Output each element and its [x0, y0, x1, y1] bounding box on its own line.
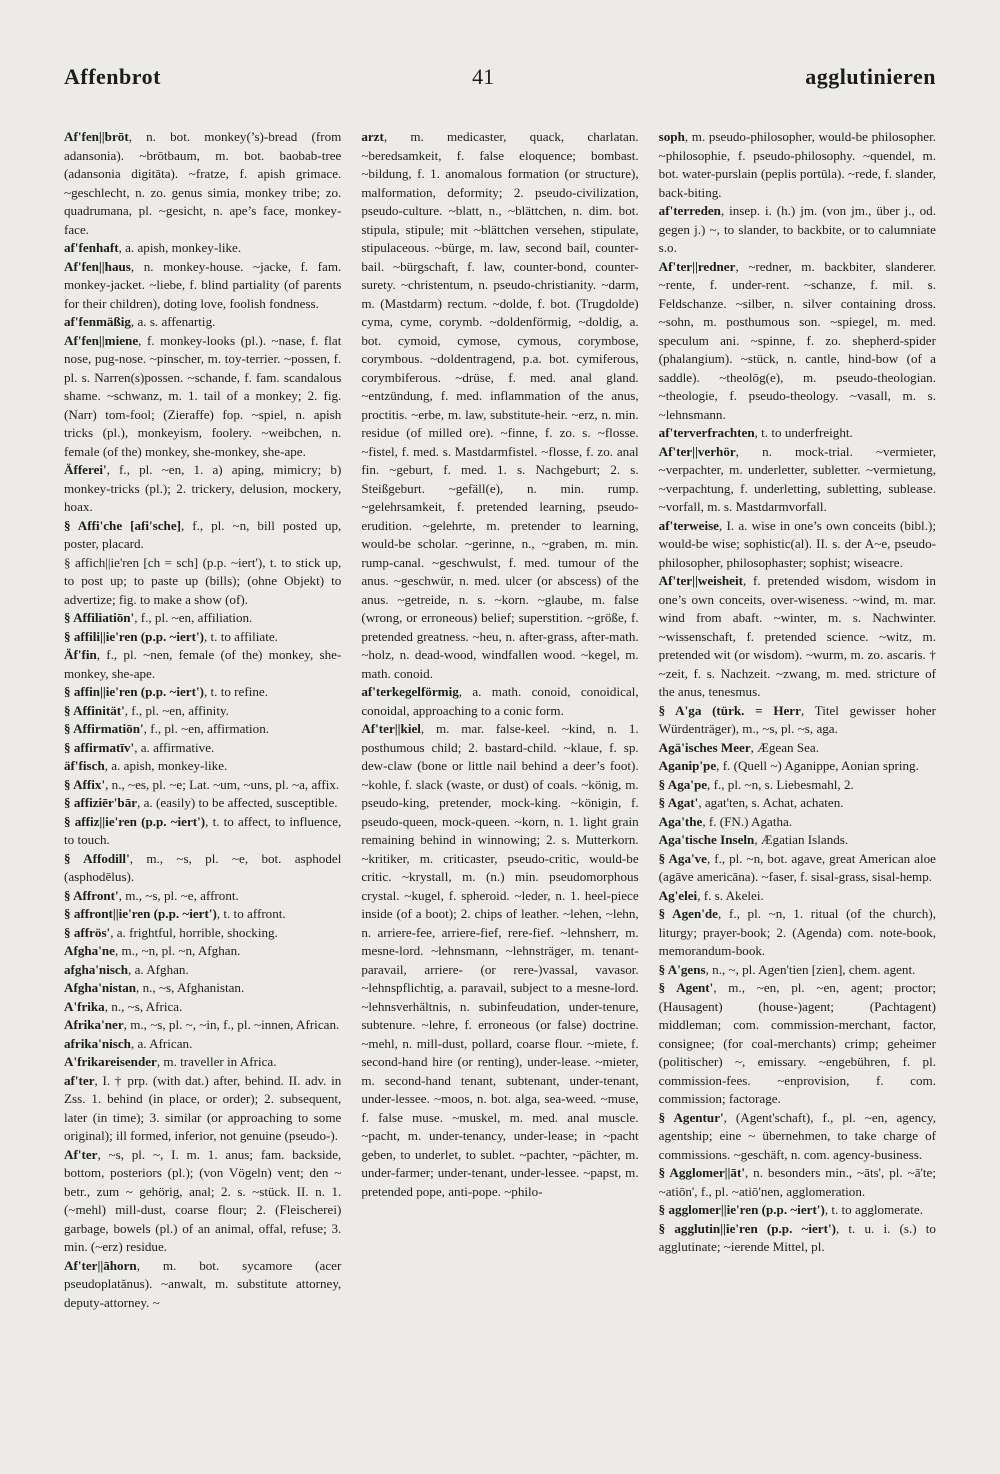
dictionary-entry: § Affront', m., ~s, pl. ~e, affront.: [64, 887, 239, 903]
entry-lemma: § affirmatīv': [64, 739, 135, 755]
dictionary-entry: Afgha'nistan, n., ~s, Afghanistan.: [64, 980, 245, 995]
entry-lemma: A'frika: [64, 998, 105, 1014]
dictionary-entry: af'terverfrachten, t. to underfreight.: [658, 425, 853, 440]
dictionary-entry: af'ter, I. † prp. (with dat.) after, behind. II. adv. in Zss. 1. behind (in place, or order); 2. subsequent, later (in time); 3. similar (or approaching to some original); ill formed, inferior, not genuine (pseudo-).: [64, 1072, 342, 1143]
left-running-head: Affenbrot: [64, 64, 161, 89]
entry-lemma: Af'fen||brōt: [64, 129, 129, 144]
entry-lemma: § Affiliatiōn': [64, 610, 135, 625]
entry-lemma: Aga'tische Inseln: [658, 832, 755, 847]
entry-lemma: Af'ter: [64, 1146, 98, 1162]
entry-lemma: soph: [658, 129, 685, 144]
entry-lemma: Afgha'nistan: [64, 980, 137, 995]
entry-lemma: § A'gens: [658, 961, 706, 977]
dictionary-entry: § agglomer||ie'ren (p.p. ~iert'), t. to agglomerate.: [658, 1202, 923, 1217]
dictionary-entry: Äf'fin, f., pl. ~nen, female (of the) monkey, she-monkey, she-ape.: [64, 647, 342, 681]
dictionary-entry: § Agglomer||āt', n. besonders min., ~āts', pl. ~ā'te; ~atiōn', f., pl. ~atiō'nen, agglomeration.: [658, 1165, 936, 1199]
entry-lemma: Aganip'pe: [658, 758, 717, 773]
dictionary-entry: af'terreden, insep. i. (h.) jm. (von jm., über j., od. gegen j.) ~, to slander, to backbite, or to calumniate s.o.: [658, 203, 936, 255]
entry-lemma: § Agat': [658, 795, 699, 810]
dictionary-entry: § affront||ie'ren (p.p. ~iert'), t. to affront.: [64, 906, 286, 921]
dictionary-entry: § Affirmatiōn', f., pl. ~en, affirmation.: [64, 721, 270, 736]
dictionary-entry: § A'ga (türk. = Herr, Titel gewisser hoher Würdenträger), m., ~s, pl. ~s, aga.: [658, 702, 936, 736]
entry-lemma: Äfferei': [64, 462, 107, 477]
entry-lemma: § Aga'pe: [658, 776, 708, 792]
entry-lemma: af'terreden: [658, 203, 721, 218]
entry-lemma: af'terweise: [658, 517, 719, 533]
dictionary-entry: Äfferei', f., pl. ~en, 1. a) aping, mimicry; b) monkey-tricks (pl.); 2. trickery, delusion, mockery, hoax.: [64, 462, 342, 514]
entry-lemma: § Affix': [64, 776, 106, 792]
entry-lemma: § Agglomer||āt': [658, 1165, 745, 1180]
entry-lemma: af'terverfrachten: [658, 425, 755, 440]
dictionary-entry: § affich||ie'ren [ch = sch] (p.p. ~iert'), t. to stick up, to post up; to paste up (bills); (ohne Objekt) to advertize; fig. to make a show (of).: [64, 554, 342, 607]
dictionary-entry: § Affi'che [afi'sche], f., pl. ~n, bill posted up, poster, placard.: [64, 517, 342, 551]
dictionary-entry: Af'ter||redner, ~redner, m. backbiter, slanderer. ~rente, f. under-rent. ~schanze, f. mil. s. Feldschanze. ~silber, n. silver containing dross. ~sohn, m. posthumous son. ~spiegel, m. med. speculum ani. ~spinne, f. zo. shepherd-spider (phalangium). ~stück, n. cantle, hind-bow (of a saddle). ~theolōg(e), m. pseudo-theologian. ~theologie, f. pseudo-theology. ~vasall, m. s. ~lehnsmann.: [658, 258, 936, 422]
dictionary-entry: § affrös', a. frightful, horrible, shocking.: [64, 924, 278, 940]
entry-lemma: Äf'fin: [64, 647, 97, 662]
entry-lemma: äf'fisch: [64, 758, 105, 773]
entry-lemma: § A'ga (türk. = Herr: [658, 702, 801, 718]
dictionary-entry: § Agat', agat'ten, s. Achat, achaten.: [658, 795, 844, 810]
entry-lemma: § Aga've: [658, 850, 707, 866]
dictionary-entry: § Agent', m., ~en, pl. ~en, agent; proctor; (Hausagent) (house-)agent; (Pachtagent) middleman; com. commission-merchant, factor, consignee; (for coal-merchants) crimp; geheimer (politischer) ~, emissary. ~engebühren, f. pl. commission-fees. ~enprovision, f. com. commission; factorage.: [658, 980, 936, 1106]
dictionary-entry: Afgha'ne, m., ~n, pl. ~n, Afghan.: [64, 943, 241, 958]
entry-lemma: afgha'nisch: [64, 961, 129, 977]
entry-lemma: Agä'isches Meer: [658, 739, 751, 755]
entry-lemma: § Agent': [658, 980, 714, 995]
dictionary-entry: afrika'nisch, a. African.: [64, 1035, 193, 1051]
dictionary-entry: § affiziēr'bār, a. (easily) to be affected, susceptible.: [64, 795, 338, 810]
dictionary-entry: af'terkegelförmig, a. math. conoid, conoidical, conoidal, approaching to a conic form.: [361, 684, 639, 718]
column-1: [64, 128, 341, 1312]
entry-lemma: arzt: [361, 129, 384, 144]
dictionary-entry: Af'fen||miene, f. monkey-looks (pl.). ~nase, f. flat nose, pug-nose. ~pinscher, m. toy-terrier. ~possen, f. pl. s. Narren(s)possen. ~schande, f. fam. scandalous shame. ~schwanz, m. 1. tail of a monkey; 2. fig. (Narr) tom-fool; (Zieraffe) fop. ~spiel, n. apish tricks (pl.), monkeyism, foolery. ~weibchen, n. female (of the) monkey, she-monkey, she-ape.: [64, 332, 342, 459]
dictionary-entry: § Affiliatiōn', f., pl. ~en, affiliation.: [64, 610, 253, 625]
entry-lemma: Ag'elei: [658, 887, 698, 903]
entry-lemma: § affiz||ie'ren (p.p. ~iert'): [64, 813, 206, 829]
entry-lemma: § affrös': [64, 924, 111, 940]
dictionary-entry: A'frika, n., ~s, Africa.: [64, 998, 183, 1014]
dictionary-entry: § Agen'de, f., pl. ~n, 1. ritual (of the church), liturgy; prayer-book; 2. (Agenda) com. note-book, memorandum-book.: [658, 906, 936, 958]
dictionary-entry: af'fenhaft, a. apish, monkey-like.: [64, 240, 242, 255]
dictionary-entry: af'fenmäßig, a. s. affenartig.: [64, 314, 216, 329]
entry-lemma: § agglomer||ie'ren (p.p. ~iert'): [658, 1202, 825, 1217]
entry-lemma: af'fenmäßig: [64, 314, 131, 329]
dictionary-entry: äf'fisch, a. apish, monkey-like.: [64, 758, 228, 773]
entry-lemma: § affiziēr'bār: [64, 795, 138, 810]
entry-lemma: § affili||ie'ren (p.p. ~iert'): [64, 628, 204, 644]
entry-lemma: afrika'nisch: [64, 1035, 131, 1051]
dictionary-entry: Af'ter||verhör, n. mock-trial. ~vermieter, ~verpachter, m. underletter, subletter. ~vermietung, ~verpachtung, f. underletting, subletting, sublease. ~vorfall, m. s. Mastdarmvorfall.: [658, 443, 936, 514]
dictionary-entry: § A'gens, n., ~, pl. Agen'tien [zien], chem. agent.: [658, 961, 916, 977]
page-number: 41: [472, 64, 495, 89]
entry-lemma: § Affinität': [64, 702, 125, 718]
column-3: [659, 128, 936, 1312]
entry-lemma: Af'ter||weisheit: [658, 573, 743, 588]
entry-lemma: § affin||ie'ren (p.p. ~iert'): [64, 684, 204, 699]
dictionary-entry: Af'ter||āhorn, m. bot. sycamore (acer pseudoplatănus). ~anwalt, m. substitute attorney, deputy-attorney. ~: [64, 1257, 342, 1310]
entry-lemma: § Affirmatiōn': [64, 721, 144, 736]
dictionary-entry: Af'ter, ~s, pl. ~, I. m. 1. anus; fam. backside, bottom, posteriors (pl.); (von Vögeln) vent; den ~ betr., zum ~ gehörig, anal; 2. s. ~stück. II. n. 1. (~mehl) mill-dust, coarse flour; 2. (Fleischerei) garbage, bowels (pl.) of an animal, offal, refuse; 3. min. (~erz) residue.: [64, 1146, 342, 1254]
entry-lemma: § Affront': [64, 887, 119, 903]
dictionary-entry: afgha'nisch, a. Afghan.: [64, 961, 189, 977]
entry-lemma: Afrika'ner: [64, 1017, 124, 1032]
dictionary-entry: § Aga've, f., pl. ~n, bot. agave, great American aloe (agāve americāna). ~faser, f. sisal-grass, sisal-hemp.: [658, 850, 936, 884]
entry-lemma: af'terkegelförmig: [361, 684, 459, 699]
entry-lemma: A'frikareisender: [64, 1054, 157, 1069]
entry-lemma: § affront||ie'ren (p.p. ~iert'): [64, 906, 217, 921]
column-2: [361, 128, 638, 1312]
entry-lemma: Af'fen||miene: [64, 332, 139, 348]
dictionary-entry: § Affix', n., ~es, pl. ~e; Lat. ~um, ~uns, pl. ~a, affix.: [64, 776, 340, 792]
entry-lemma: Af'ter||redner: [658, 258, 736, 274]
dictionary-entry: § Affinität', f., pl. ~en, affinity.: [64, 702, 229, 718]
dictionary-entry: soph, m. pseudo-philosopher, would-be philosopher. ~philosophie, f. pseudo-philosophy. ~quendel, m. bot. water-purslain (peplis portūla). ~rede, f. slander, back-biting.: [658, 129, 936, 200]
entry-lemma: af'ter: [64, 1072, 95, 1088]
dictionary-entry: § affili||ie'ren (p.p. ~iert'), t. to affiliate.: [64, 628, 278, 644]
entry-lemma: § Agen'de: [658, 906, 718, 921]
dictionary-entry: § affin||ie'ren (p.p. ~iert'), t. to refine.: [64, 684, 268, 699]
dictionary-entry: Afrika'ner, m., ~s, pl. ~, ~in, f., pl. ~innen, African.: [64, 1017, 340, 1032]
page-header: [64, 64, 936, 110]
dictionary-entry: Aga'tische Inseln, Ægatian Islands.: [658, 832, 849, 847]
entry-lemma: af'fenhaft: [64, 240, 119, 255]
entry-lemma: Af'ter||verhör: [658, 443, 736, 459]
dictionary-entry: § agglutin||ie'ren (p.p. ~iert'), t. u. i. (s.) to agglutinate; ~ierende Mittel, pl.: [658, 1220, 936, 1254]
dictionary-entry: § affirmatīv', a. affirmative.: [64, 739, 215, 755]
text-columns: [64, 128, 936, 1312]
entry-lemma: § Affi'che [afi'sche]: [64, 517, 182, 533]
dictionary-entry: Ag'elei, f. s. Akelei.: [658, 887, 764, 903]
dictionary-entry: § Aga'pe, f., pl. ~n, s. Liebesmahl, 2.: [658, 776, 854, 792]
dictionary-entry: § affiz||ie'ren (p.p. ~iert'), t. to affect, to influence, to touch.: [64, 813, 342, 847]
entry-lemma: Af'ter||kiel: [361, 721, 421, 736]
dictionary-entry: af'terweise, I. a. wise in one’s own conceits (bibl.); would-be wise; sophistic(al). II. s. der A~e, pseudo-philosopher, philosophaster; sophist; wiseacre.: [658, 517, 936, 570]
entry-lemma: § Affodill': [64, 850, 130, 866]
dictionary-entry: § Affodill', m., ~s, pl. ~e, bot. asphodel (asphodēlus).: [64, 850, 342, 884]
entry-lemma: Afgha'ne: [64, 943, 115, 958]
dictionary-entry: A'frikareisender, m. traveller in Africa.: [64, 1054, 277, 1069]
entry-lemma: § Agentur': [658, 1109, 724, 1125]
right-running-head: agglutinieren: [805, 64, 936, 89]
dictionary-entry: § Agentur', (Agent'schaft), f., pl. ~en, agency, agentship; eine ~ übernehmen, to take charge of commissions. ~geschäft, n. com. agency-business.: [658, 1109, 936, 1162]
dictionary-entry: Agä'isches Meer, Ægean Sea.: [658, 739, 820, 755]
dictionary-entry: Af'ter||weisheit, f. pretended wisdom, wisdom in one’s own conceits, over-wiseness. ~wind, m. mar. wind from abaft. ~winter, m. s. Nachwinter. ~wissenschaft, f. pretended science. ~witz, m. pretended wit (or wisdom). ~wurm, m. zo. ascaris. † ~zeit, f. s. Nachzeit. ~zwang, m. med. stricture of the anus, tenesmus.: [658, 573, 936, 699]
entry-lemma: § agglutin||ie'ren (p.p. ~iert'): [658, 1220, 836, 1236]
entry-lemma: Af'fen||haus: [64, 258, 131, 274]
dictionary-entry: arzt, m. medicaster, quack, charlatan. ~beredsamkeit, f. false eloquence; bombast. ~bildung, f. 1. anomalous formation (or structure), malformation, deformity; 2. pseudo-civilization, pseudo-culture. ~blatt, n., ~blättchen, n. dim. bot. stipula, stipule; mit ~blättchen versehen, stipulate, stipulaceous. ~bürge, m. law, second bail, counter-bail. ~bürgschaft, f. law, counter-bond, counter-surety. ~christentum, n. pseudo-christianity. ~darm, m. (Mastdarm) rectum. ~dolde, f. bot. (Trugdolde) cyma, cyme, corymb. ~doldenförmig, ~doldig, a. bot. cymoid, cymose, cymous, corymbose, corymbous. ~doldentragend, p.a. bot. cymiferous, corymbiferous. ~drüse, f. med. anal gland. ~entzündung, f. med. inflammation of the anus, proctitis. ~erbe, m. law, substitute-heir. ~erz, n. min. residue (of milled ore). ~finne, f. zo. s. ~flosse. ~fistel, f. med. s. Mastdarmfistel. ~flosse, f. zo. anal fin. ~geburt, f. med. 1. s. Nachgeburt; 2. s. Steißgeburt. ~gefäll(e), n. min. rump. ~gelehrsamkeit, f. pretended learning, pseudo-erudition. ~gelehrte, m. pretender to learning, would-be scholar. ~gerinne, n., ~graben, m. min. rump-canal. ~geschwulst, f. med. tumour of the anus. ~geschwür, n. med. ulcer (or abscess) of the anus. ~getreide, n. s. ~korn. ~glaube, m. false (wrong, or erroneous) belief; superstition. ~größe, f. pretended greatness. ~heu, n. after-grass, after-math. ~holz, n. dead-wood, windfallen wood. ~kegel, m. math. conoid.: [361, 129, 639, 681]
entry-lemma: Af'ter||āhorn: [64, 1257, 137, 1273]
dictionary-entry: Af'fen||brōt, n. bot. monkey(’s)-bread (from adansonia). ~brōtbaum, m. bot. baobab-tree (adansonia digitāta). ~fratze, f. apish grimace. ~geschlecht, n. zo. genus simia, monkey tribe; zo. quadrumana, pl. ~gesicht, n. ape’s face, monkey-face.: [64, 129, 342, 237]
dictionary-entry: Aga'the, f. (FN.) Agatha.: [658, 813, 793, 829]
dictionary-entry: Af'fen||haus, n. monkey-house. ~jacke, f. fam. monkey-jacket. ~liebe, f. blind partiality (of parents for their children), doting love, foolish fondness.: [64, 258, 342, 311]
dictionary-entry: Af'ter||kiel, m. mar. false-keel. ~kind, n. 1. posthumous child; 2. bastard-child. ~klaue, f. sp. dew-claw (bone or little nail behind a deer’s foot). ~kohle, f. slack (waste, or dust) of coals. ~könig, m. pseudo-king, pretender, mock-king. ~königin, f. pseudo-queen, mock-queen. ~korn, n. 1. light grain remaining behind in winnowing; 2. s. Mutterkorn. ~kritiker, m. criticaster, pseudo-critic, would-be critic. ~krystall, m. (n.) min. pseudomorphous crystal. ~kugel, f. spheroid. ~leder, n. 1. heel-piece inside (of a boot); 2. chips of leather. ~lehen, ~lehn, n. arriere-fee, arriere-fief, rere-fief. ~lehnsherr, m. mesne-lord. ~lehnsmann, ~lehnsträger, m. tenant-paravail, arriere- (or rere-)vassal, vavasor. ~lehnspflichtig, a. paravail, subject to a mesne-lord. ~lehnsverhältnis, n. subinfeudation, under-tenure, subtenure. ~lehre, f. erroneous (or false) doctrine. ~mehl, n. mill-dust, pollard, coarse flour. ~miete, f. second-hand hire (or renting), under-lease. ~mieter, m. second-hand tenant, subtenant, under-tenant, under-lessee. ~moos, n. bot. alga, sea-weed. ~muse, f. false muse. ~muskel, m. med. anal muscle. ~pacht, m. under-tenancy, under-lease; in ~pacht geben, to underlet, to sublet. ~pachter, ~pächter, m. under-farmer; under-tenant, under-lessee. ~papst, m. pretended pope, anti-pope. ~philo-: [361, 721, 639, 1199]
dictionary-entry: Aganip'pe, f. (Quell ~) Aganippe, Aonian spring.: [658, 758, 919, 773]
entry-lemma: Aga'the: [658, 813, 703, 829]
